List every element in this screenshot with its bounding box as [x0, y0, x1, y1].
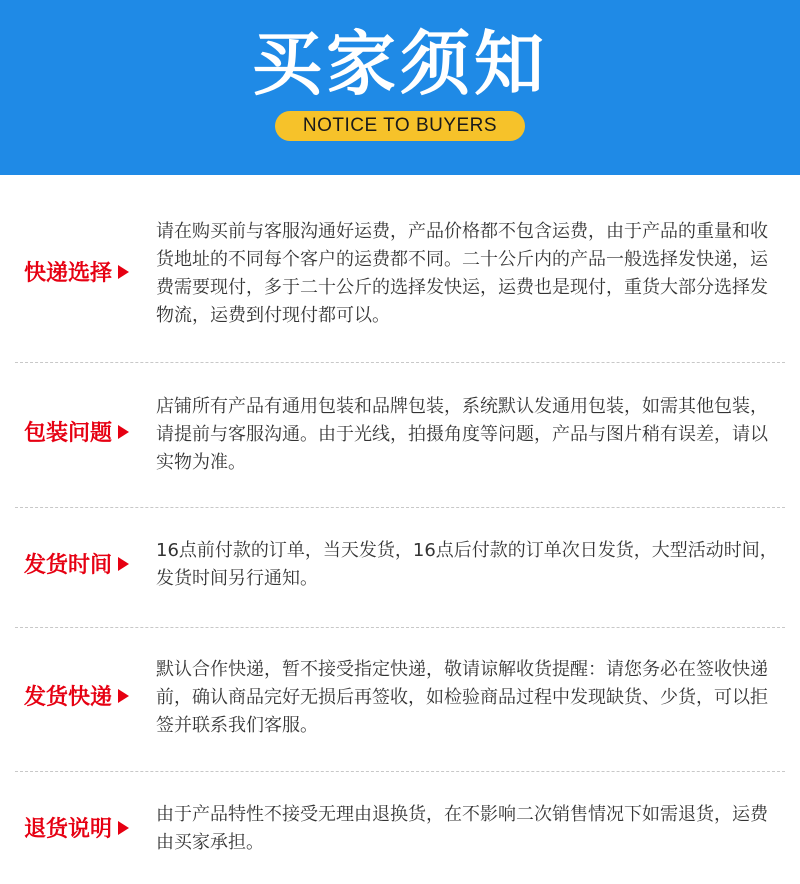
section-text: 由于产品特性不接受无理由退换货，在不影响二次销售情况下如需退货，运费由买家承担。	[156, 804, 768, 853]
section-label-text: 快递选择	[24, 261, 113, 286]
section-text: 店铺所有产品有通用包装和品牌包装，系统默认发通用包装，如需其他包装，请提前与客服沟通。由于光线，拍摄角度等问题，产品与图片稍有误差，请以实物为准。	[156, 396, 768, 473]
section-label	[24, 259, 154, 289]
section-label	[24, 419, 154, 449]
section-label-text: 发货快递	[24, 685, 113, 710]
arrow-right-icon	[118, 689, 129, 703]
arrow-right-icon	[118, 557, 129, 571]
section-text: 默认合作快递，暂不接受指定快递，敬请谅解收货提醒：请您务必在签收快递前，确认商品完好无损后再签收，如检验商品过程中发现缺货、少货，可以拒签并联系我们客服。	[156, 659, 768, 736]
section-text: 16点前付款的订单，当天发货，16点后付款的订单次日发货，大型活动时间，发货时间另行通知。	[156, 540, 778, 589]
divider	[15, 627, 785, 628]
section-label	[24, 815, 154, 845]
divider	[15, 771, 785, 772]
arrow-right-icon	[118, 265, 129, 279]
divider	[15, 507, 785, 508]
section-text: 请在购买前与客服沟通好运费，产品价格都不包含运费，由于产品的重量和收货地址的不同每个客户的运费都不同。二十公斤内的产品一般选择发快递，运费需要现付，多于二十公斤的选择发快运，运费也是现付，重货大部分选择发物流，运费到付现付都可以。	[156, 221, 768, 326]
divider	[15, 362, 785, 363]
header-banner	[0, 0, 800, 175]
subtitle-pill: NOTICE TO BUYERS	[275, 111, 525, 141]
page-title: 买家须知	[252, 23, 548, 105]
arrow-right-icon	[118, 821, 129, 835]
section-label	[24, 683, 154, 713]
section-label-text: 退货说明	[24, 817, 113, 842]
arrow-right-icon	[118, 425, 129, 439]
section-label	[24, 551, 154, 581]
section-label-text: 包装问题	[24, 421, 113, 446]
section-label-text: 发货时间	[24, 553, 113, 578]
